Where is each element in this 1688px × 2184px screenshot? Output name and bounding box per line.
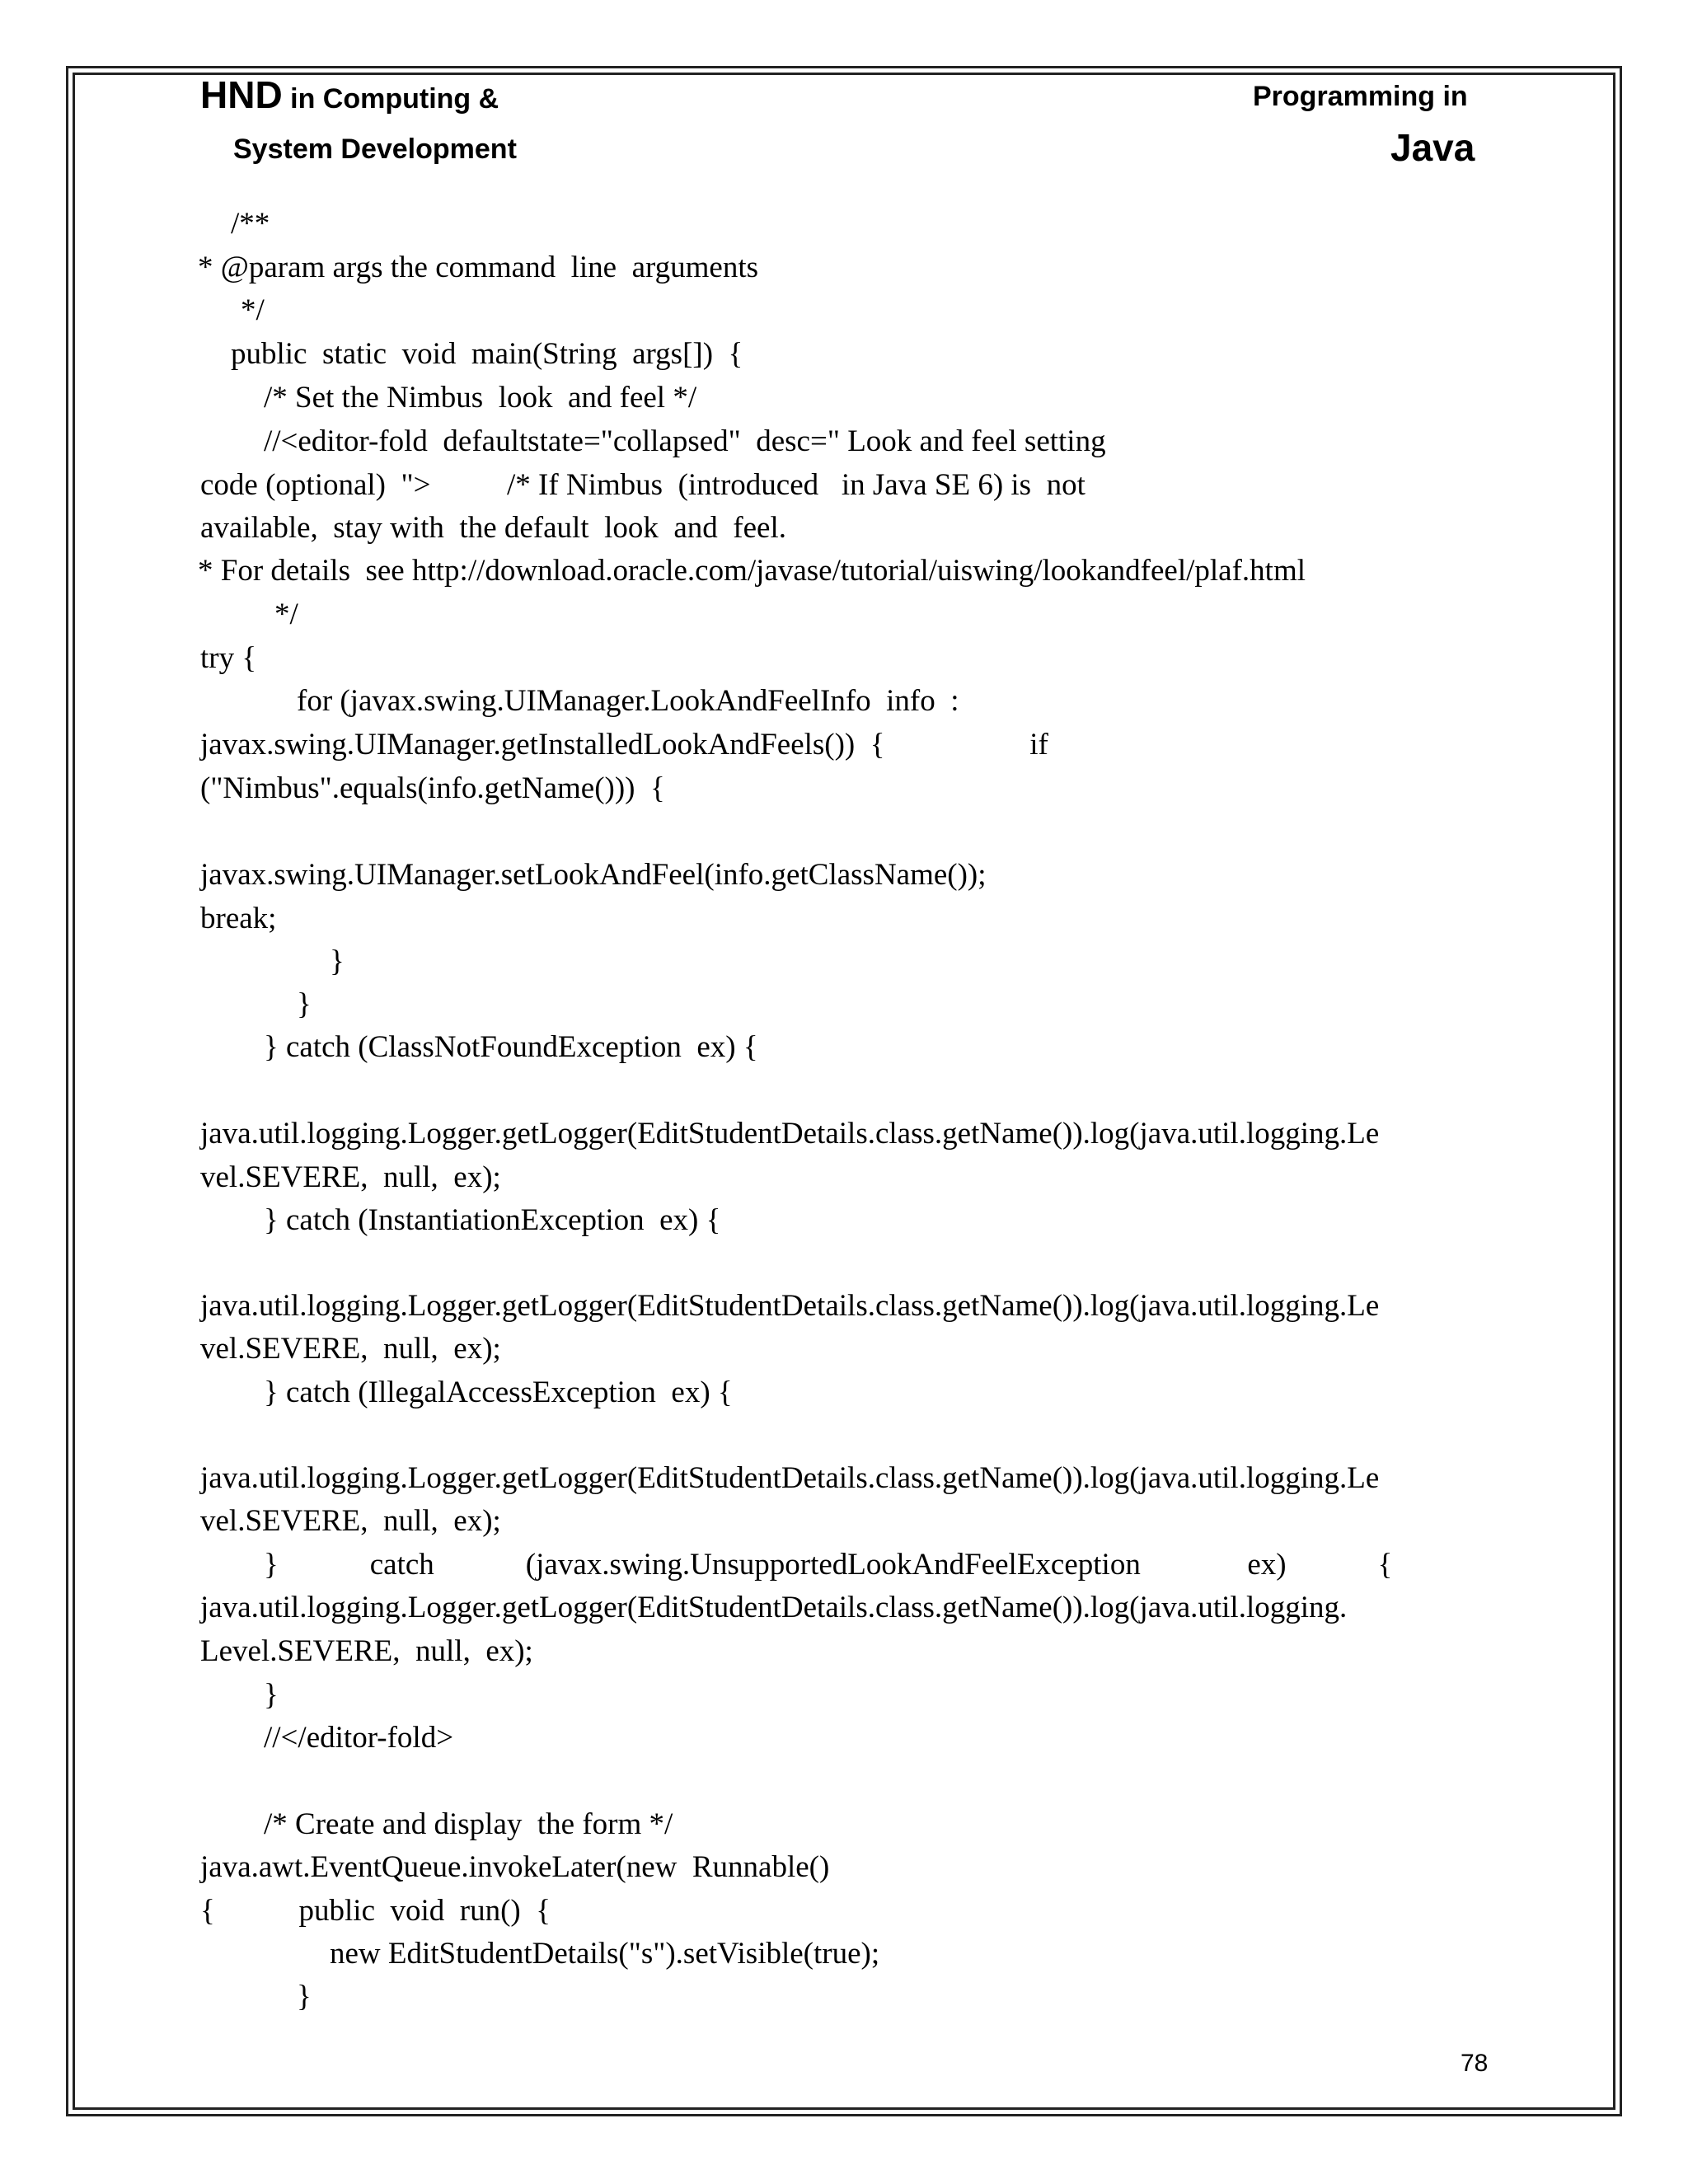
code-line: vel.SEVERE, null, ex); xyxy=(200,1160,501,1194)
code-line: for (javax.swing.UIManager.LookAndFeelInfo info : xyxy=(297,684,959,718)
code-line: vel.SEVERE, null, ex); xyxy=(200,1504,501,1538)
code-line: } catch (IllegalAccessException ex) { xyxy=(264,1376,733,1409)
code-line: ("Nimbus".equals(info.getName())) { xyxy=(200,771,665,805)
code-line: vel.SEVERE, null, ex); xyxy=(200,1332,501,1366)
code-line: } catch (javax.swing.UnsupportedLookAndFeelException ex) { xyxy=(264,1548,1393,1582)
code-line: /* Create and display the form */ xyxy=(264,1807,673,1841)
header-hnd-label: HND xyxy=(200,73,283,116)
code-line: } catch (InstantiationException ex) { xyxy=(264,1203,721,1237)
code-line: public static void main(String args[]) { xyxy=(231,337,743,371)
code-line: java.util.logging.Logger.getLogger(EditStudentDetails.class.getName()).log(java.util.logging.Le xyxy=(200,1461,1380,1495)
header-hnd-subtitle: in Computing & xyxy=(282,83,499,115)
code-line: /* Set the Nimbus look and feel */ xyxy=(264,381,697,415)
code-line: java.awt.EventQueue.invokeLater(new Runnable() xyxy=(200,1850,830,1884)
code-line: new EditStudentDetails("s").setVisible(true); xyxy=(330,1937,880,1971)
code-line: } xyxy=(297,987,312,1021)
header-system-development: System Development xyxy=(233,134,517,165)
code-line: } xyxy=(330,944,345,978)
code-line: //</editor-fold> xyxy=(264,1721,454,1755)
code-line: Level.SEVERE, null, ex); xyxy=(200,1634,533,1668)
code-line: java.util.logging.Logger.getLogger(EditStudentDetails.class.getName()).log(java.util.logging. xyxy=(200,1591,1348,1624)
code-line: * For details see http://download.oracle.com/javase/tutorial/uiswing/lookandfeel/plaf.html xyxy=(198,554,1306,588)
code-line: /** xyxy=(231,207,270,241)
code-line: */ xyxy=(274,598,298,631)
code-line: try { xyxy=(200,641,257,675)
code-line: } xyxy=(264,1678,279,1712)
code-line: { public void run() { xyxy=(200,1894,551,1928)
code-line: code (optional) "> /* If Nimbus (introduced in Java SE 6) is not xyxy=(200,468,1085,502)
code-line: java.util.logging.Logger.getLogger(EditStudentDetails.class.getName()).log(java.util.logging.Le xyxy=(200,1289,1380,1323)
code-line: break; xyxy=(200,902,277,935)
code-line: } xyxy=(297,1980,312,2013)
code-line: java.util.logging.Logger.getLogger(EditStudentDetails.class.getName()).log(java.util.logging.Le xyxy=(200,1117,1380,1151)
code-line: javax.swing.UIManager.getInstalledLookAndFeels()) { if xyxy=(200,728,1048,762)
code-line: */ xyxy=(241,293,265,327)
header-programming-in: Programming in xyxy=(1253,81,1468,112)
header-java: Java xyxy=(1390,126,1475,169)
code-line: javax.swing.UIManager.setLookAndFeel(info.getClassName()); xyxy=(200,858,987,892)
page-number: 78 xyxy=(1461,2050,1489,2077)
code-line: } catch (ClassNotFoundException ex) { xyxy=(264,1030,758,1064)
code-line: //<editor-fold defaultstate="collapsed" desc=" Look and feel setting xyxy=(264,424,1106,458)
code-line: * @param args the command line arguments xyxy=(198,251,759,284)
page-border-inner xyxy=(73,73,1615,2110)
header-hnd xyxy=(200,73,499,117)
code-line: available, stay with the default look and feel. xyxy=(200,511,786,545)
